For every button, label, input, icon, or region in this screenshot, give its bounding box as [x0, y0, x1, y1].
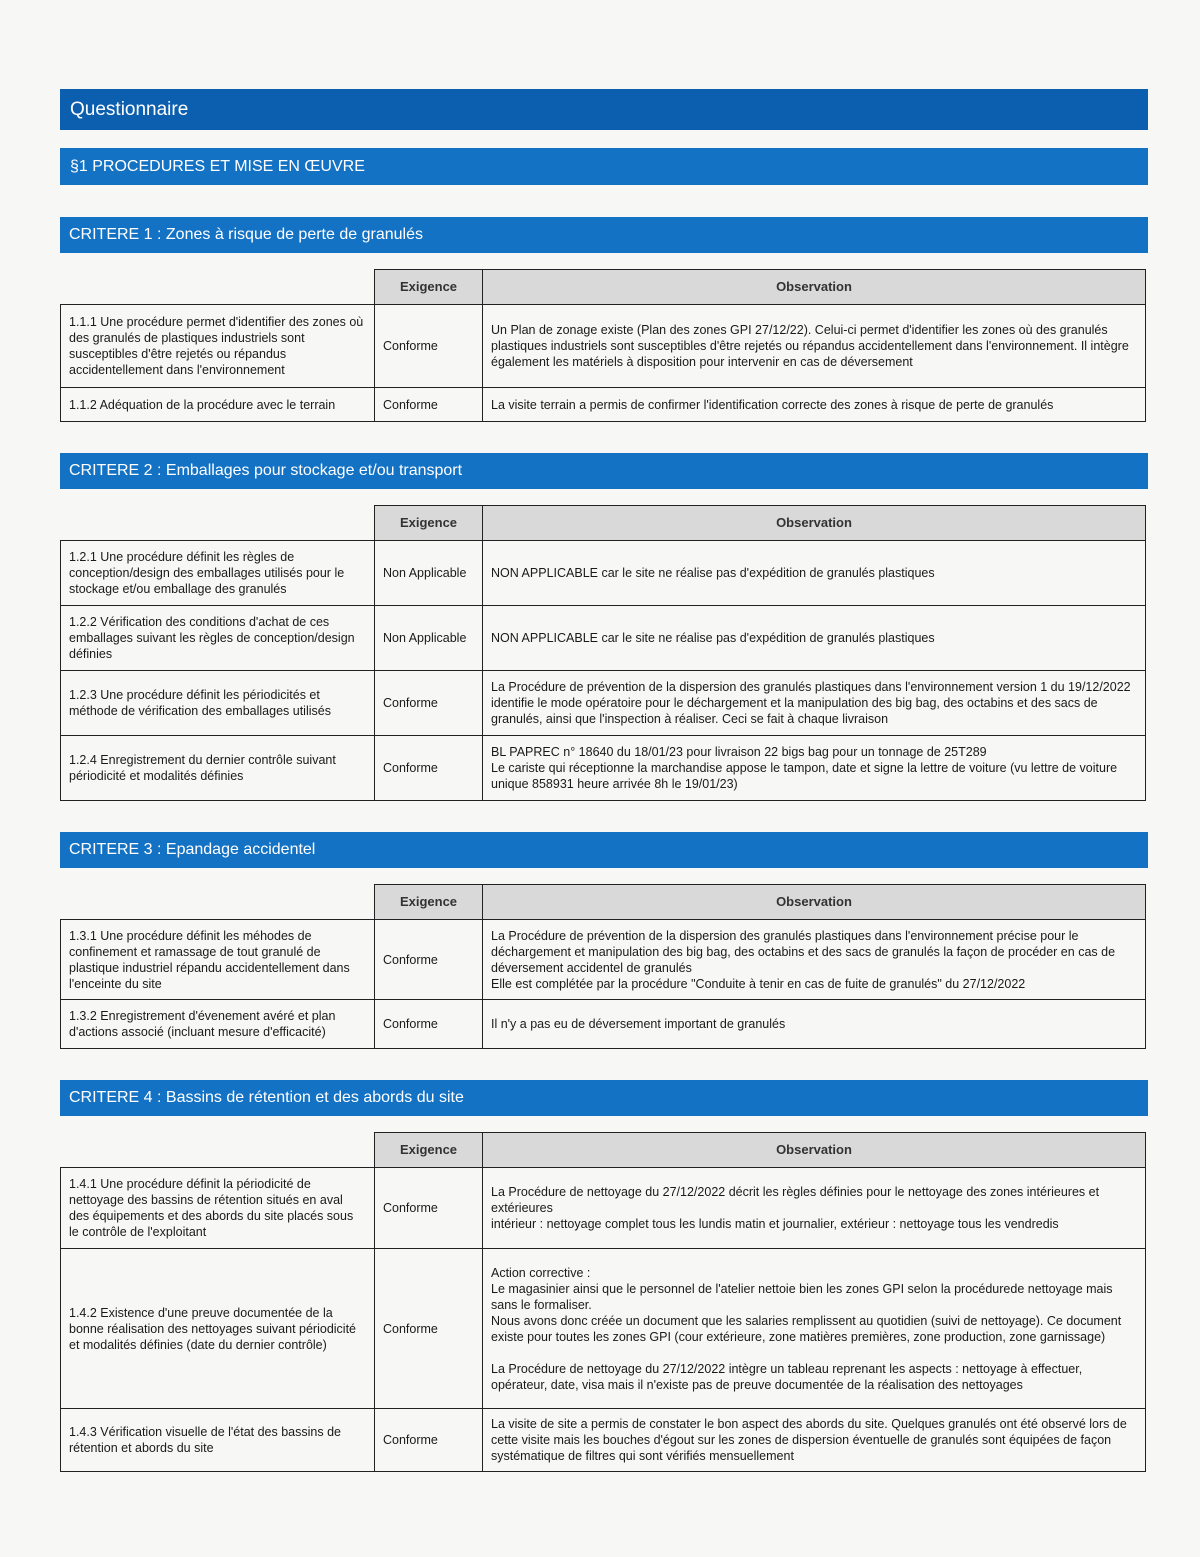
- observation-text: NON APPLICABLE car le site ne réalise pas d'expédition de granulés plastiques: [483, 541, 1146, 606]
- observation-text: BL PAPREC n° 18640 du 18/01/23 pour livraison 22 bigs bag pour un tonnage de 25T289 Le cariste qui réceptionne la marchandise appose le tampon, date et signe la lettre de voiture (vu lettre de voiture unique 858931 heure arrivée 8h le 19/01/23): [483, 736, 1146, 801]
- compliance-status: Conforme: [375, 388, 483, 422]
- questionnaire-page: [60, 89, 1148, 1503]
- requirement-text: 1.3.2 Enregistrement d'évenement avéré et plan d'actions associé (incluant mesure d'efficacité): [61, 1000, 375, 1049]
- header-blank: [61, 506, 375, 541]
- compliance-status: Conforme: [375, 1168, 483, 1249]
- header-blank: [61, 1133, 375, 1168]
- header-observation: Observation: [483, 885, 1146, 920]
- compliance-status: Conforme: [375, 305, 483, 388]
- observation-text: La visite terrain a permis de confirmer l'identification correcte des zones à risque de perte de granulés: [483, 388, 1146, 422]
- observation-text: NON APPLICABLE car le site ne réalise pas d'expédition de granulés plastiques: [483, 606, 1146, 671]
- compliance-status: Conforme: [375, 1249, 483, 1409]
- table-row: [61, 305, 1146, 388]
- requirement-text: 1.3.1 Une procédure définit les méhodes de confinement et ramassage de tout granulé de plastique industriel répandu accidentellement dans l'enceinte du site: [61, 920, 375, 1000]
- table-row: [61, 920, 1146, 1000]
- criterion-3-title: CRITERE 3 : Epandage accidentel: [60, 832, 1148, 868]
- requirement-text: 1.1.1 Une procédure permet d'identifier des zones où des granulés de plastiques industriels sont susceptibles d'être rejetés ou répandus accidentellement dans l'environnement: [61, 305, 375, 388]
- compliance-status: Conforme: [375, 1409, 483, 1472]
- header-exigence: Exigence: [375, 506, 483, 541]
- header-blank: [61, 885, 375, 920]
- table-row: [61, 541, 1146, 606]
- header-exigence: Exigence: [375, 270, 483, 305]
- compliance-status: Conforme: [375, 1000, 483, 1049]
- table-row: [61, 606, 1146, 671]
- requirement-text: 1.2.2 Vérification des conditions d'achat de ces emballages suivant les règles de conception/design définies: [61, 606, 375, 671]
- section-title: §1 PROCEDURES ET MISE EN ŒUVRE: [60, 148, 1148, 185]
- table-row: [61, 736, 1146, 801]
- criterion-1-table: [60, 269, 1146, 422]
- header-exigence: Exigence: [375, 885, 483, 920]
- compliance-status: Conforme: [375, 671, 483, 736]
- criterion-3-table: [60, 884, 1146, 1049]
- compliance-status: Non Applicable: [375, 541, 483, 606]
- observation-text: Il n'y a pas eu de déversement important de granulés: [483, 1000, 1146, 1049]
- criterion-4-table: [60, 1132, 1146, 1472]
- observation-text: Un Plan de zonage existe (Plan des zones GPI 27/12/22). Celui-ci permet d'identifier les zones où des granulés plastiques industriels sont susceptibles d'être rejetés ou répandus accidentellement dans l'environnement. Il intègre également les matériels à disposition pour intervenir en cas de déversement: [483, 305, 1146, 388]
- observation-text: La Procédure de nettoyage du 27/12/2022 décrit les règles définies pour le nettoyage des zones intérieures et extérieures intérieur : nettoyage complet tous les lundis matin et journalier, extérieur : nettoyage tous les vendredis: [483, 1168, 1146, 1249]
- criterion-2-table: [60, 505, 1146, 801]
- observation-text: La Procédure de prévention de la dispersion des granulés plastiques dans l'environnement précise pour le déchargement et manipulation des big bag, des octabins et des sacs de granulés la façon de procéder en cas de déversement accidentel de granulés Elle est complétée par la procédure "Conduite à tenir en cas de fuite de granulés" du 27/12/2022: [483, 920, 1146, 1000]
- table-row: [61, 388, 1146, 422]
- table-row: [61, 1249, 1146, 1409]
- table-row: [61, 1000, 1146, 1049]
- requirement-text: 1.1.2 Adéquation de la procédure avec le terrain: [61, 388, 375, 422]
- header-blank: [61, 270, 375, 305]
- header-exigence: Exigence: [375, 1133, 483, 1168]
- observation-text: Action corrective : Le magasinier ainsi que le personnel de l'atelier nettoie bien les zones GPI selon la procéduredе nettoyage mais sans le formaliser. Nous avons donc créée un document que les salaries remplissent au quotidien (suivi de nettoyage). Ce document existe pour toutes les zones GPI (cour extérieure, zone matières premières, zone production, zone garnissage) La Procédure de nettoyage du 27/12/2022 intègre un tableau reprenant les aspects : nettoyage à effectuer, opérateur, date, visa mais il n'existe pas de preuve documentée de la réalisation des nettoyages: [483, 1249, 1146, 1409]
- header-observation: Observation: [483, 270, 1146, 305]
- observation-text: La visite de site a permis de constater le bon aspect des abords du site. Quelques granulés ont été observé lors de cette visite mais les bouches d'égout sur les zones de dispersion éventuelle de granulés sont équipées de façon systématique de filtres qui sont vérifiés mensuellement: [483, 1409, 1146, 1472]
- requirement-text: 1.2.1 Une procédure définit les règles de conception/design des emballages utilisés pour le stockage et/ou emballage des granulés: [61, 541, 375, 606]
- compliance-status: Conforme: [375, 920, 483, 1000]
- requirement-text: 1.4.3 Vérification visuelle de l'état des bassins de rétention et abords du site: [61, 1409, 375, 1472]
- compliance-status: Conforme: [375, 736, 483, 801]
- requirement-text: 1.4.1 Une procédure définit la périodicité de nettoyage des bassins de rétention situés en aval des équipements et des abords du site placés sous le contrôle de l'exploitant: [61, 1168, 375, 1249]
- requirement-text: 1.2.3 Une procédure définit les périodicités et méthode de vérification des emballages utilisés: [61, 671, 375, 736]
- requirement-text: 1.4.2 Existence d'une preuve documentée de la bonne réalisation des nettoyages suivant périodicité et modalités définies (date du dernier contrôle): [61, 1249, 375, 1409]
- observation-text: La Procédure de prévention de la dispersion des granulés plastiques dans l'environnement version 1 du 19/12/2022 identifie le mode opératoire pour le déchargement et la manipulation des big bag, des octabins et des sacs de granulés, ainsi que l'inspection à réaliser. Ceci se fait à chaque livraison: [483, 671, 1146, 736]
- header-observation: Observation: [483, 1133, 1146, 1168]
- criterion-4-title: CRITERE 4 : Bassins de rétention et des abords du site: [60, 1080, 1148, 1116]
- page-title: Questionnaire: [60, 89, 1148, 130]
- compliance-status: Non Applicable: [375, 606, 483, 671]
- criterion-1-title: CRITERE 1 : Zones à risque de perte de granulés: [60, 217, 1148, 253]
- table-row: [61, 671, 1146, 736]
- requirement-text: 1.2.4 Enregistrement du dernier contrôle suivant périodicité et modalités définies: [61, 736, 375, 801]
- criterion-2-title: CRITERE 2 : Emballages pour stockage et/ou transport: [60, 453, 1148, 489]
- table-row: [61, 1168, 1146, 1249]
- table-row: [61, 1409, 1146, 1472]
- header-observation: Observation: [483, 506, 1146, 541]
